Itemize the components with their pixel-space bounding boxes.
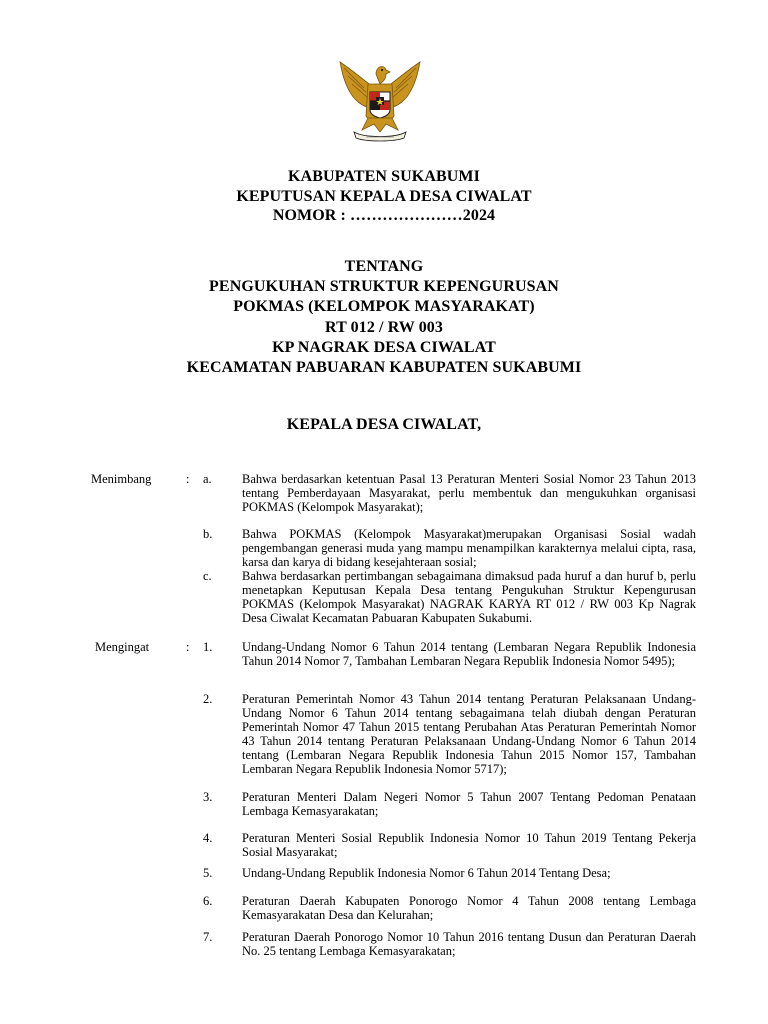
about-heading: TENTANG <box>344 258 424 275</box>
recalling-item-6-number: 6. <box>203 894 213 908</box>
recalling-item-1-number: 1. <box>203 640 213 654</box>
considering-item-b-text: Bahwa POKMAS (Kelompok Masyarakat)merupakan Organisasi Sosial wadah pengembangan generasi muda yang mampu menampilkan karakternya melalui cipta, rasa, karsa dan karya di bidang kesejahteraan sosial; <box>242 527 696 569</box>
considering-item-a-number: a. <box>203 472 212 486</box>
recalling-label: Mengingat <box>95 640 150 654</box>
recalling-colon: : <box>186 640 190 654</box>
recalling-item-5-text: Undang-Undang Republik Indonesia Nomor 6 Tahun 2014 Tentang Desa; <box>242 866 611 880</box>
subject-line-3: RT 012 / RW 003 <box>324 319 444 336</box>
recalling-item-3-text: Peraturan Menteri Dalam Negeri Nomor 5 Tahun 2007 Tentang Pedoman Penataan Lembaga Kemasyarakatan; <box>242 790 696 818</box>
recalling-item-1-text: Undang-Undang Nomor 6 Tahun 2014 tentang (Lembaran Negara Republik Indonesia Tahun 2014 Nomor 7, Tambahan Lembaran Negara Republik Indonesia Nomor 5495); <box>242 640 696 668</box>
considering-colon: : <box>186 472 190 486</box>
subject-line-5: KECAMATAN PABUARAN KABUPATEN SUKABUMI <box>186 359 582 376</box>
decree-number: NOMOR : …………………2024 <box>272 207 496 224</box>
garuda-emblem-icon <box>334 58 426 144</box>
subject-line-4: KP NAGRAK DESA CIWALAT <box>272 339 496 356</box>
recalling-item-2-number: 2. <box>203 692 213 706</box>
recalling-item-5-number: 5. <box>203 866 213 880</box>
regency-name: KABUPATEN SUKABUMI <box>288 168 480 185</box>
recalling-item-6-text: Peraturan Daerah Kabupaten Ponorogo Nomor 4 Tahun 2008 tentang Lembaga Kemasyarakatan Desa dan Kelurahan; <box>242 894 696 922</box>
considering-label: Menimbang <box>91 472 152 486</box>
decree-title: KEPUTUSAN KEPALA DESA CIWALAT <box>236 188 532 205</box>
recalling-item-4-number: 4. <box>203 831 213 845</box>
considering-item-a-text: Bahwa berdasarkan ketentuan Pasal 13 Peraturan Menteri Sosial Nomor 23 Tahun 2013 tentang Pemberdayaan Masyarakat, perlu membentuk dan mengukuhkan organisasi POKMAS (Kelompok Masyarakat); <box>242 472 696 514</box>
considering-item-b-number: b. <box>203 527 213 541</box>
recalling-item-7-number: 7. <box>203 930 213 944</box>
official-title: KEPALA DESA CIWALAT, <box>286 416 482 433</box>
considering-item-c-text: Bahwa berdasarkan pertimbangan sebagaimana dimaksud pada huruf a dan huruf b, perlu menetapkan Keputusan Kepala Desa tentang Pengukuhan Struktur Kepengurusan POKMAS (Kelompok Masyarakat) NAGRAK KARYA RT 012 / RW 003 Kp Nagrak Desa Ciwalat Kecamatan Pabuaran Kabupaten Sukabumi. <box>242 569 696 625</box>
subject-line-1: PENGUKUHAN STRUKTUR KEPENGURUSAN <box>209 278 559 295</box>
recalling-item-7-text: Peraturan Daerah Ponorogo Nomor 10 Tahun 2016 tentang Dusun dan Peraturan Daerah No. 25 tentang Lembaga Kemasyarakatan; <box>242 930 696 958</box>
considering-item-c-number: c. <box>203 569 212 583</box>
recalling-item-4-text: Peraturan Menteri Sosial Republik Indonesia Nomor 10 Tahun 2019 Tentang Pekerja Sosial Masyarakat; <box>242 831 696 859</box>
recalling-item-2-text: Peraturan Pemerintah Nomor 43 Tahun 2014 tentang Peraturan Pelaksanaan Undang-Undang Nomor 6 Tahun 2014 tentang sebagaimana telah diubah dengan Peraturan Pemerintah Nomor 47 Tahun 2015 tentang Perubahan Atas Peraturan Pemerintah Nomor 43 Tahun 2014 tentang Peraturan Pelaksanaan Undang-Undang Nomor 6 Tahun 2014 tentang (Lembaran Negara Republik Indonesia Tahun 2015 Nomor 157, Tambahan Lembaran Negara Republik Indonesia Nomor 5717); <box>242 692 696 776</box>
recalling-item-3-number: 3. <box>203 790 213 804</box>
subject-line-2: POKMAS (KELOMPOK MASYARAKAT) <box>233 298 535 315</box>
